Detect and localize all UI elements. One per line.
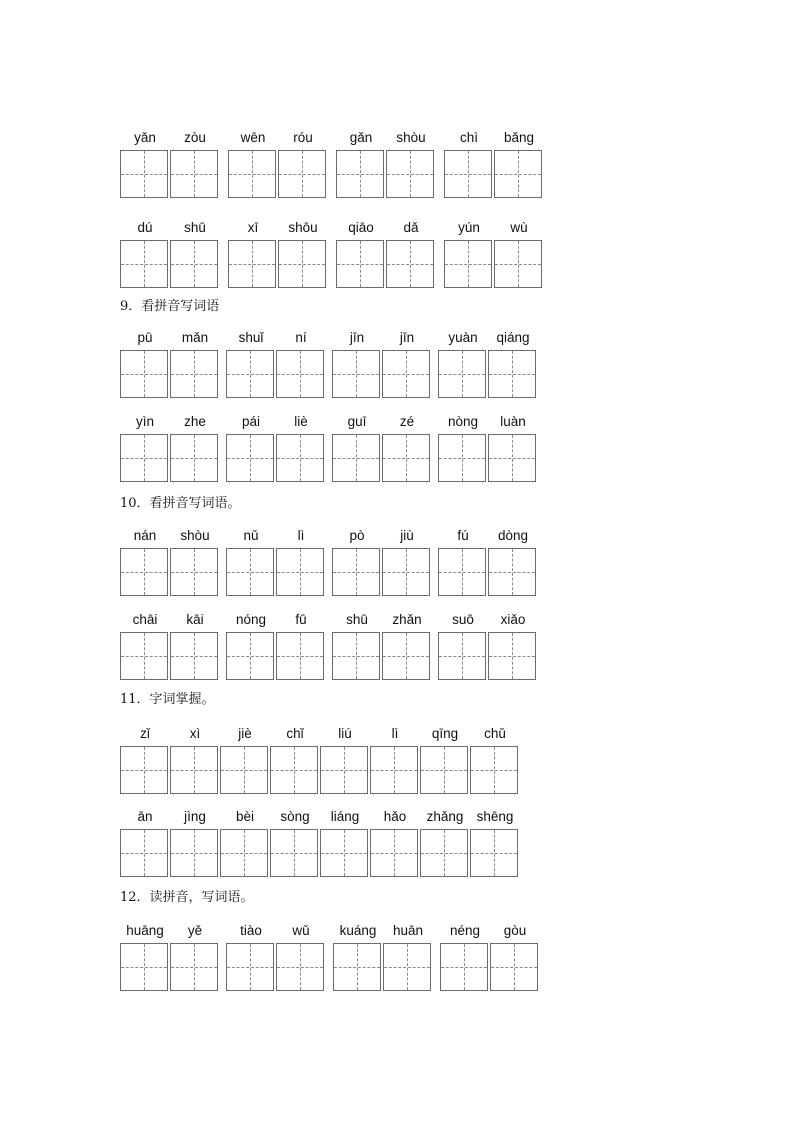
writing-grid-box[interactable]: [120, 240, 168, 288]
writing-grid-box[interactable]: [386, 150, 434, 198]
pinyin-label: wǔ: [292, 923, 310, 938]
pinyin-label: yě: [187, 923, 203, 938]
pinyin-label: shòu: [396, 130, 426, 145]
writing-grid-box[interactable]: [386, 240, 434, 288]
writing-grid-box[interactable]: [438, 434, 486, 482]
pinyin-row: [0, 726, 794, 801]
writing-grid-box[interactable]: [120, 434, 168, 482]
section-title-12: 12．读拼音，写词语。: [120, 890, 254, 905]
writing-grid-box[interactable]: [444, 150, 492, 198]
writing-grid-box[interactable]: [170, 746, 218, 794]
pinyin-label: dòng: [497, 528, 529, 543]
pinyin-label: jiù: [400, 528, 414, 543]
pinyin-label: mǎn: [181, 330, 209, 345]
pinyin-label: jīn: [399, 330, 415, 345]
writing-grid-box[interactable]: [120, 548, 168, 596]
writing-grid-box[interactable]: [120, 746, 168, 794]
writing-grid-box[interactable]: [170, 829, 218, 877]
writing-grid-box[interactable]: [170, 150, 218, 198]
writing-grid-box[interactable]: [420, 746, 468, 794]
writing-grid-box[interactable]: [228, 150, 276, 198]
writing-grid-box[interactable]: [170, 632, 218, 680]
writing-grid-box[interactable]: [226, 434, 274, 482]
pinyin-label: gǎn: [349, 130, 373, 145]
pinyin-label: shōu: [288, 220, 318, 235]
pinyin-label: huān: [392, 923, 424, 938]
writing-grid-box[interactable]: [276, 434, 324, 482]
pinyin-label: zé: [399, 414, 415, 429]
pinyin-label: tiào: [240, 923, 262, 938]
writing-grid-box[interactable]: [488, 548, 536, 596]
pinyin-label: xī: [247, 220, 259, 235]
writing-grid-box[interactable]: [332, 434, 380, 482]
pinyin-label: zǐ: [140, 726, 150, 741]
pinyin-label: chǔ: [484, 726, 506, 741]
pinyin-label: xiǎo: [500, 612, 526, 627]
pinyin-label: nán: [133, 528, 157, 543]
pinyin-label: néng: [449, 923, 481, 938]
writing-grid-box[interactable]: [170, 943, 218, 991]
pinyin-row: [0, 414, 794, 489]
pinyin-label: liè: [294, 414, 308, 429]
writing-grid-box[interactable]: [332, 548, 380, 596]
pinyin-label: fú: [457, 528, 469, 543]
writing-grid-box[interactable]: [382, 350, 430, 398]
pinyin-row: [0, 220, 794, 295]
pinyin-row: [0, 612, 794, 687]
writing-grid-box[interactable]: [336, 240, 384, 288]
pinyin-label: lì: [297, 528, 305, 543]
pinyin-label: hǎo: [383, 809, 407, 824]
pinyin-label: ān: [137, 809, 153, 824]
writing-grid-box[interactable]: [382, 434, 430, 482]
writing-grid-box[interactable]: [470, 829, 518, 877]
writing-grid-box[interactable]: [382, 548, 430, 596]
pinyin-label: bǎng: [503, 130, 535, 145]
pinyin-label: zhe: [184, 414, 206, 429]
writing-grid-box[interactable]: [276, 350, 324, 398]
writing-grid-box[interactable]: [278, 240, 326, 288]
writing-grid-box[interactable]: [438, 632, 486, 680]
pinyin-label: shuǐ: [238, 330, 264, 345]
pinyin-label: liáng: [330, 809, 360, 824]
pinyin-label: qīng: [431, 726, 459, 741]
pinyin-label: jìng: [184, 809, 206, 824]
pinyin-label: yuàn: [448, 330, 478, 345]
writing-grid-box[interactable]: [438, 350, 486, 398]
pinyin-label: bèi: [235, 809, 254, 824]
writing-grid-box[interactable]: [120, 350, 168, 398]
pinyin-label: pái: [241, 414, 260, 429]
pinyin-label: dǎ: [403, 220, 419, 235]
section-title-11: 11．字词掌握。: [120, 692, 215, 707]
writing-grid-box[interactable]: [170, 434, 218, 482]
writing-grid-box[interactable]: [440, 943, 488, 991]
pinyin-label: yǎn: [134, 130, 156, 145]
writing-grid-box[interactable]: [120, 943, 168, 991]
writing-grid-box[interactable]: [370, 746, 418, 794]
writing-grid-box[interactable]: [470, 746, 518, 794]
pinyin-label: suō: [452, 612, 474, 627]
writing-grid-box[interactable]: [494, 240, 542, 288]
pinyin-label: jīn: [349, 330, 365, 345]
pinyin-label: sòng: [280, 809, 310, 824]
pinyin-label: xì: [189, 726, 201, 741]
writing-grid-box[interactable]: [278, 150, 326, 198]
writing-grid-box[interactable]: [490, 943, 538, 991]
writing-grid-box[interactable]: [320, 829, 368, 877]
writing-grid-box[interactable]: [438, 548, 486, 596]
pinyin-row: [0, 528, 794, 603]
writing-grid-box[interactable]: [420, 829, 468, 877]
pinyin-label: yìn: [135, 414, 154, 429]
writing-grid-box[interactable]: [488, 434, 536, 482]
pinyin-label: róu: [293, 130, 313, 145]
pinyin-label: chǐ: [286, 726, 304, 741]
pinyin-label: qiáng: [496, 330, 530, 345]
pinyin-label: dú: [137, 220, 153, 235]
section-title-9: 9．看拼音写词语: [120, 299, 220, 314]
pinyin-label: lì: [391, 726, 399, 741]
writing-grid-box[interactable]: [494, 150, 542, 198]
writing-grid-box[interactable]: [488, 350, 536, 398]
writing-grid-box[interactable]: [120, 632, 168, 680]
writing-grid-box[interactable]: [320, 746, 368, 794]
pinyin-label: nóng: [235, 612, 267, 627]
pinyin-label: chāi: [132, 612, 158, 627]
pinyin-label: kuáng: [339, 923, 377, 938]
pinyin-label: huāng: [126, 923, 164, 938]
writing-grid-box[interactable]: [226, 350, 274, 398]
writing-grid-box[interactable]: [226, 548, 274, 596]
writing-grid-box[interactable]: [228, 240, 276, 288]
pinyin-label: shòu: [180, 528, 210, 543]
pinyin-label: nǔ: [243, 528, 259, 543]
writing-grid-box[interactable]: [382, 632, 430, 680]
pinyin-label: shēng: [476, 809, 514, 824]
pinyin-label: jiè: [238, 726, 252, 741]
writing-grid-box[interactable]: [370, 829, 418, 877]
pinyin-label: zhǎn: [392, 612, 422, 627]
writing-grid-box[interactable]: [220, 829, 268, 877]
writing-grid-box[interactable]: [276, 548, 324, 596]
writing-grid-box[interactable]: [270, 829, 318, 877]
writing-grid-box[interactable]: [170, 240, 218, 288]
pinyin-label: yún: [458, 220, 480, 235]
writing-grid-box[interactable]: [333, 943, 381, 991]
writing-grid-box[interactable]: [332, 632, 380, 680]
pinyin-label: shū: [346, 612, 368, 627]
writing-grid-box[interactable]: [444, 240, 492, 288]
writing-grid-box[interactable]: [170, 548, 218, 596]
pinyin-label: fū: [295, 612, 307, 627]
pinyin-row: [0, 130, 794, 205]
pinyin-label: shū: [184, 220, 206, 235]
pinyin-label: zhǎng: [426, 809, 464, 824]
pinyin-label: kāi: [186, 612, 204, 627]
writing-grid-box[interactable]: [336, 150, 384, 198]
writing-grid-box[interactable]: [488, 632, 536, 680]
pinyin-label: zòu: [184, 130, 206, 145]
writing-grid-box[interactable]: [170, 350, 218, 398]
writing-grid-box[interactable]: [120, 150, 168, 198]
pinyin-label: nòng: [447, 414, 479, 429]
pinyin-label: wēn: [240, 130, 266, 145]
pinyin-row: [0, 330, 794, 405]
pinyin-label: pū: [137, 330, 153, 345]
writing-grid-box[interactable]: [120, 829, 168, 877]
pinyin-label: chì: [459, 130, 478, 145]
writing-grid-box[interactable]: [270, 746, 318, 794]
writing-grid-box[interactable]: [220, 746, 268, 794]
section-title-10: 10．看拼音写词语。: [120, 496, 241, 511]
pinyin-label: pò: [349, 528, 365, 543]
pinyin-label: luàn: [500, 414, 526, 429]
pinyin-label: wù: [510, 220, 528, 235]
writing-grid-box[interactable]: [276, 943, 324, 991]
pinyin-row: [0, 809, 794, 884]
writing-grid-box[interactable]: [226, 632, 274, 680]
pinyin-label: liú: [338, 726, 352, 741]
writing-grid-box[interactable]: [276, 632, 324, 680]
writing-grid-box[interactable]: [226, 943, 274, 991]
writing-grid-box[interactable]: [383, 943, 431, 991]
writing-grid-box[interactable]: [332, 350, 380, 398]
pinyin-row: [0, 923, 794, 998]
pinyin-label: gòu: [503, 923, 527, 938]
pinyin-label: ní: [295, 330, 307, 345]
pinyin-label: guī: [347, 414, 367, 429]
pinyin-label: qiāo: [348, 220, 374, 235]
